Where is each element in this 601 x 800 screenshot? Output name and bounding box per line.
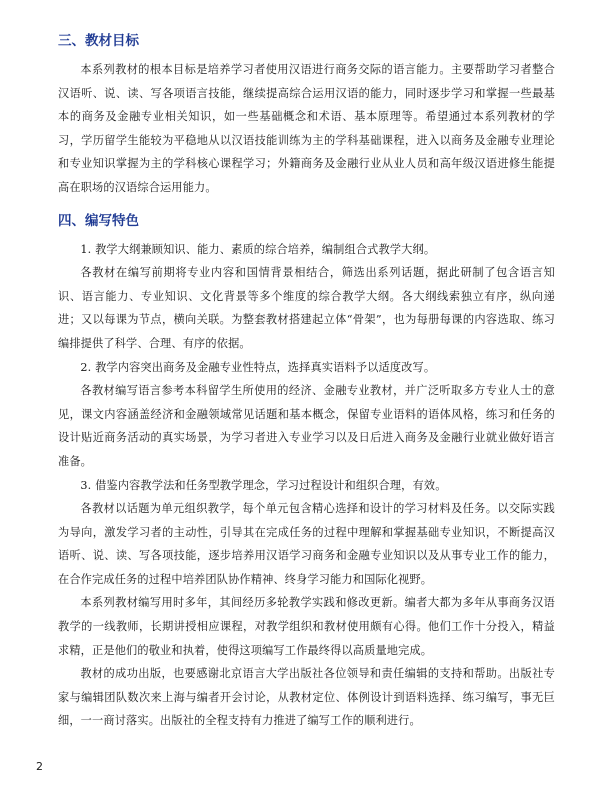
section-heading-writing-features: 四、编写特色 [58, 212, 139, 229]
page-number: 2 [36, 760, 43, 773]
feature-point-2-text: 各教材编写语言参考本科留学生所使用的经济、金融专业教材，并广泛听取多方专业人士的意见，课文内容涵盖经济和金融领域常见话题和基本概念，保留专业语料的语体风格，练习和任务的设计贴近商务活动的真实场景，为学习者进入专业学习以及日后进入商务及金融行业就业做好语言准备。 [58, 384, 555, 468]
closing-paragraph-2: 教材的成功出版，也要感谢北京语言大学出版社各位领导和责任编辑的支持和帮助。出版社专家与编辑团队数次来上海与编者开会讨论，从教材定位、体例设计到语料选择、练习编写，事无巨细，一一商讨落实。出版社的全程支持有力推进了编写工作的顺利进行。 [58, 667, 555, 728]
feature-point-3-text: 各教材以话题为单元组织教学，每个单元包含精心选择和设计的学习材料及任务。以交际实践为导向，激发学习者的主动性，引导其在完成任务的过程中理解和掌握基础专业知识，不断提高汉语听、说、读、写各项技能，逐步培养用汉语学习商务和金融专业知识以及从事专业工作的能力，在合作完成任务的过程中培养团队协作精神、终身学习能力和国际化视野。 [58, 502, 555, 586]
feature-point-2-title: 2. 教学内容突出商务及金融专业性特点，选择真实语料予以适度改写。 [80, 360, 436, 374]
feature-point-3-title: 3. 借鉴内容教学法和任务型教学理念，学习过程设计和组织合理，有效。 [80, 478, 447, 492]
section-heading-textbook-goals: 三、教材目标 [58, 33, 139, 49]
closing-paragraph-1: 本系列教材编写用时多年，其间经历多轮教学实践和修改更新。编者大都为多年从事商务汉语教学的一线教师，长期讲授相应课程，对教学组织和教材使用颇有心得。他们工作十分投入，精益求精，正是他们的敬业和执着，使得这项编写工作最终得以高质量地完成。 [58, 596, 555, 657]
page-content [58, 30, 555, 733]
feature-point-1-text: 各教材在编写前期将专业内容和国情背景相结合，筛选出系列话题，据此研制了包含语言知识、语言能力、专业知识、文化背景等多个维度的综合教学大纲。各大纲线索独立有序，纵向递进；又以每课为节点，横向关联。为整套教材搭建起立体“骨架”，也为每册每课的内容选取、练习编排提供了科学、合理、有序的依据。 [58, 266, 555, 350]
paragraph-textbook-goals: 本系列教材的根本目标是培养学习者使用汉语进行商务交际的语言能力。主要帮助学习者整合汉语听、说、读、写各项语言技能，继续提高综合运用汉语的能力，同时逐步学习和掌握一些最基本的商务及金融专业相关知识，如一些基础概念和术语、基本原理等。希望通过本系列教材的学习，学历留学生能较为平稳地从以汉语技能训练为主的学科基础课程，进入以商务及金融专业理论和专业知识掌握为主的学科核心课程学习；外籍商务及金融行业从业人员和高年级汉语进修生能提高在职场的汉语综合运用能力。 [58, 63, 555, 194]
feature-point-1-title: 1. 教学大纲兼顾知识、能力、素质的综合培养，编制组合式教学大纲。 [80, 242, 436, 256]
